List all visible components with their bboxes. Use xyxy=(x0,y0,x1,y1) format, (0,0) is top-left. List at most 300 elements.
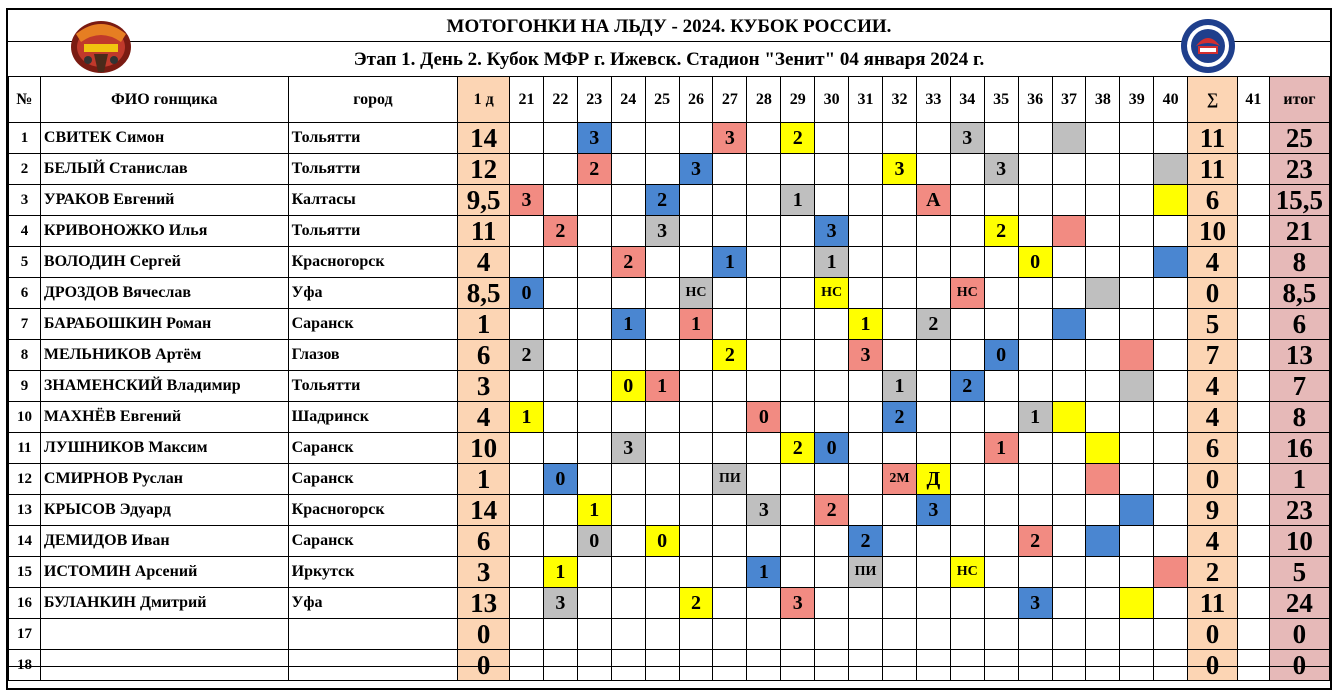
heat-result xyxy=(815,185,849,216)
heat-result: 3 xyxy=(950,123,984,154)
heat-result xyxy=(984,309,1018,340)
heat-result xyxy=(1052,154,1086,185)
heat-result xyxy=(543,309,577,340)
col-header-heat: 32 xyxy=(883,77,917,123)
heat-result xyxy=(679,402,713,433)
heat-result xyxy=(1086,557,1120,588)
heat-result xyxy=(916,433,950,464)
heat-result xyxy=(713,495,747,526)
rider-name: СВИТЕК Симон xyxy=(40,123,288,154)
heat-result xyxy=(849,495,883,526)
heat-result: 3 xyxy=(781,588,815,619)
heat-result xyxy=(950,433,984,464)
heat-result xyxy=(713,557,747,588)
heat-result xyxy=(747,433,781,464)
total-points: 24 xyxy=(1269,588,1329,619)
heat-result xyxy=(1120,433,1154,464)
heat-result xyxy=(1154,433,1188,464)
heat-result xyxy=(747,340,781,371)
total-points: 23 xyxy=(1269,154,1329,185)
heat-result xyxy=(916,557,950,588)
day1-points: 14 xyxy=(458,123,510,154)
heat-result xyxy=(1120,464,1154,495)
heat-result: 0 xyxy=(747,402,781,433)
heat-result: А xyxy=(916,185,950,216)
day2-sum: 0 xyxy=(1188,650,1238,681)
heat-result: 0 xyxy=(510,278,544,309)
heat-result xyxy=(679,619,713,650)
col-header-name: ФИО гонщика xyxy=(40,77,288,123)
heat-result xyxy=(1154,216,1188,247)
heat-result xyxy=(984,185,1018,216)
heat-result xyxy=(781,340,815,371)
heat-result xyxy=(984,526,1018,557)
heat-result xyxy=(1154,185,1188,216)
heat-result xyxy=(645,495,679,526)
heat-result xyxy=(815,557,849,588)
col-header-sum: ∑ xyxy=(1188,77,1238,123)
heat-result: 3 xyxy=(883,154,917,185)
day1-points: 12 xyxy=(458,154,510,185)
heat-result: 2 xyxy=(781,433,815,464)
heat-result xyxy=(611,464,645,495)
day1-points: 1 xyxy=(458,309,510,340)
total-points: 5 xyxy=(1269,557,1329,588)
heat-result xyxy=(510,216,544,247)
heat-result xyxy=(747,371,781,402)
rider-city: Саранск xyxy=(288,464,458,495)
heat-result xyxy=(916,588,950,619)
rider-name: КРЫСОВ Эдуард xyxy=(40,495,288,526)
table-row xyxy=(9,495,1330,526)
heat-result xyxy=(984,247,1018,278)
rider-name: ДРОЗДОВ Вячеслав xyxy=(40,278,288,309)
heat-result xyxy=(916,402,950,433)
heat-result xyxy=(849,247,883,278)
total-points: 10 xyxy=(1269,526,1329,557)
rider-number: 5 xyxy=(9,247,41,278)
heat-result: 3 xyxy=(916,495,950,526)
heat-result xyxy=(577,371,611,402)
heat-result xyxy=(645,247,679,278)
table-row xyxy=(9,216,1330,247)
day1-points: 3 xyxy=(458,557,510,588)
heat-result xyxy=(883,185,917,216)
heat-result: НС xyxy=(679,278,713,309)
heat-result xyxy=(679,526,713,557)
total-points: 0 xyxy=(1269,619,1329,650)
heat-result xyxy=(1154,309,1188,340)
heat-result xyxy=(577,278,611,309)
heat-result xyxy=(645,433,679,464)
heat-result xyxy=(1018,278,1052,309)
day1-points: 9,5 xyxy=(458,185,510,216)
rider-name: СМИРНОВ Руслан xyxy=(40,464,288,495)
col-header-heat: 40 xyxy=(1154,77,1188,123)
heat-result xyxy=(747,216,781,247)
heat-result xyxy=(950,340,984,371)
heat-result xyxy=(747,278,781,309)
heat-result xyxy=(1154,340,1188,371)
heat-result xyxy=(611,402,645,433)
heat-result xyxy=(984,495,1018,526)
heat-result xyxy=(1052,402,1086,433)
heat-result xyxy=(1086,340,1120,371)
heat-result xyxy=(1086,402,1120,433)
heat-result xyxy=(510,619,544,650)
rider-city: Глазов xyxy=(288,340,458,371)
heat-result xyxy=(577,185,611,216)
heat-result xyxy=(713,216,747,247)
heat-result xyxy=(1052,371,1086,402)
heat-result xyxy=(815,619,849,650)
rider-city: Саранск xyxy=(288,309,458,340)
heat-result xyxy=(577,247,611,278)
heat-result xyxy=(916,371,950,402)
heat-result xyxy=(849,433,883,464)
heat-result xyxy=(916,340,950,371)
heat-result xyxy=(849,588,883,619)
heat-result xyxy=(713,309,747,340)
heat-result xyxy=(950,154,984,185)
heat-result xyxy=(1120,371,1154,402)
heat-result xyxy=(883,557,917,588)
heat-result xyxy=(543,247,577,278)
col-header-heat: 21 xyxy=(510,77,544,123)
heat-result: ПИ xyxy=(713,464,747,495)
heat-result xyxy=(916,278,950,309)
heat-result xyxy=(1052,247,1086,278)
rider-city: Саранск xyxy=(288,526,458,557)
heat-result: 1 xyxy=(1018,402,1052,433)
heat-result xyxy=(543,278,577,309)
heat-result xyxy=(916,154,950,185)
col-header-total: итог xyxy=(1269,77,1329,123)
rider-city: Красногорск xyxy=(288,247,458,278)
heat-result xyxy=(510,588,544,619)
heat-result: 2 xyxy=(679,588,713,619)
heat-result xyxy=(679,247,713,278)
heat-result xyxy=(645,619,679,650)
heat-result xyxy=(1018,185,1052,216)
rider-city: Саранск xyxy=(288,433,458,464)
heat-result xyxy=(1086,247,1120,278)
heat-result xyxy=(1086,216,1120,247)
col-header-heat: 29 xyxy=(781,77,815,123)
rider-number: 18 xyxy=(9,650,41,681)
table-row xyxy=(9,371,1330,402)
heat-result xyxy=(1018,464,1052,495)
heat-result xyxy=(1154,619,1188,650)
heat-result xyxy=(781,619,815,650)
day1-points: 11 xyxy=(458,216,510,247)
heat-result xyxy=(1052,619,1086,650)
heat-result xyxy=(815,309,849,340)
day2-sum: 5 xyxy=(1188,309,1238,340)
heat-result xyxy=(815,154,849,185)
heat-result xyxy=(781,247,815,278)
heat-result: 2 xyxy=(611,247,645,278)
heat-result: 3 xyxy=(645,216,679,247)
heat-41-result xyxy=(1237,309,1269,340)
rider-name: ДЕМИДОВ Иван xyxy=(40,526,288,557)
heat-result xyxy=(679,464,713,495)
heat-result xyxy=(747,619,781,650)
heat-result: 3 xyxy=(679,154,713,185)
heat-result xyxy=(577,402,611,433)
heat-result: 3 xyxy=(543,588,577,619)
heat-result: 3 xyxy=(577,123,611,154)
rider-number: 16 xyxy=(9,588,41,619)
heat-result xyxy=(781,464,815,495)
heat-result xyxy=(1018,371,1052,402)
heat-result: 1 xyxy=(577,495,611,526)
col-header-heat: 23 xyxy=(577,77,611,123)
heat-result xyxy=(1018,123,1052,154)
table-row xyxy=(9,154,1330,185)
heat-41-result xyxy=(1237,464,1269,495)
heat-result xyxy=(713,371,747,402)
heat-result xyxy=(713,278,747,309)
heat-result xyxy=(916,247,950,278)
heat-result: 2 xyxy=(577,154,611,185)
heat-result xyxy=(1086,526,1120,557)
col-header-heat: 33 xyxy=(916,77,950,123)
heat-result xyxy=(543,495,577,526)
heat-result xyxy=(577,216,611,247)
day1-points: 3 xyxy=(458,371,510,402)
heat-result xyxy=(950,402,984,433)
heat-result xyxy=(815,588,849,619)
heat-result: 2 xyxy=(984,216,1018,247)
heat-result xyxy=(849,185,883,216)
heat-result xyxy=(815,526,849,557)
heat-result xyxy=(645,557,679,588)
col-header-heat: 31 xyxy=(849,77,883,123)
heat-result: Д xyxy=(916,464,950,495)
heat-result xyxy=(747,247,781,278)
heat-result xyxy=(1086,309,1120,340)
day2-sum: 11 xyxy=(1188,123,1238,154)
rider-city: Тольятти xyxy=(288,154,458,185)
col-header-heat: 26 xyxy=(679,77,713,123)
day1-points: 10 xyxy=(458,433,510,464)
heat-result xyxy=(747,588,781,619)
heat-result xyxy=(1018,619,1052,650)
rider-name: КРИВОНОЖКО Илья xyxy=(40,216,288,247)
heat-result xyxy=(1120,123,1154,154)
heat-result xyxy=(1086,185,1120,216)
heat-result xyxy=(543,619,577,650)
heat-result: 0 xyxy=(611,371,645,402)
heat-result xyxy=(1154,464,1188,495)
rider-city: Уфа xyxy=(288,588,458,619)
heat-result: 3 xyxy=(747,495,781,526)
heat-result xyxy=(611,123,645,154)
heat-result xyxy=(984,371,1018,402)
heat-result xyxy=(849,371,883,402)
heat-result xyxy=(1018,216,1052,247)
heat-result: НС xyxy=(950,557,984,588)
heat-41-result xyxy=(1237,216,1269,247)
day2-sum: 6 xyxy=(1188,433,1238,464)
heat-result: 2 xyxy=(950,371,984,402)
heat-result xyxy=(1052,495,1086,526)
rider-city: Тольятти xyxy=(288,123,458,154)
heat-result xyxy=(1154,588,1188,619)
heat-result xyxy=(611,154,645,185)
heat-41-result xyxy=(1237,123,1269,154)
heat-result xyxy=(984,123,1018,154)
heat-result xyxy=(611,588,645,619)
heat-result: 2 xyxy=(849,526,883,557)
heat-result xyxy=(916,619,950,650)
heat-result xyxy=(1086,123,1120,154)
heat-result xyxy=(984,588,1018,619)
day2-sum: 0 xyxy=(1188,464,1238,495)
heat-result: 2М xyxy=(883,464,917,495)
heat-result xyxy=(1120,278,1154,309)
heat-result xyxy=(883,588,917,619)
heat-result xyxy=(679,371,713,402)
heat-result xyxy=(781,154,815,185)
heat-result xyxy=(747,309,781,340)
heat-result xyxy=(645,309,679,340)
heat-result xyxy=(577,619,611,650)
heat-result xyxy=(950,185,984,216)
heat-result xyxy=(1018,495,1052,526)
heat-result xyxy=(543,371,577,402)
heat-result xyxy=(883,278,917,309)
heat-result xyxy=(679,216,713,247)
heat-result: 2 xyxy=(510,340,544,371)
rider-city: Красногорск xyxy=(288,495,458,526)
heat-result xyxy=(577,557,611,588)
heat-result: 0 xyxy=(577,526,611,557)
heat-result xyxy=(713,619,747,650)
rider-number: 9 xyxy=(9,371,41,402)
heat-result xyxy=(1052,588,1086,619)
total-points: 21 xyxy=(1269,216,1329,247)
heat-result xyxy=(1018,557,1052,588)
heat-result xyxy=(747,185,781,216)
day2-sum: 4 xyxy=(1188,526,1238,557)
table-row xyxy=(9,185,1330,216)
heat-result xyxy=(849,278,883,309)
col-header-heat: 34 xyxy=(950,77,984,123)
heat-41-result xyxy=(1237,619,1269,650)
heat-result xyxy=(747,154,781,185)
day1-points: 4 xyxy=(458,247,510,278)
rider-name: ЗНАМЕНСКИЙ Владимир xyxy=(40,371,288,402)
rider-city: Калтасы xyxy=(288,185,458,216)
rider-city: Тольятти xyxy=(288,371,458,402)
table-row xyxy=(9,278,1330,309)
heat-result xyxy=(1154,371,1188,402)
heat-result xyxy=(950,464,984,495)
day1-points: 6 xyxy=(458,340,510,371)
total-points: 13 xyxy=(1269,340,1329,371)
heat-result xyxy=(916,123,950,154)
heat-result xyxy=(984,278,1018,309)
rider-city xyxy=(288,619,458,650)
day2-sum: 2 xyxy=(1188,557,1238,588)
total-points: 8,5 xyxy=(1269,278,1329,309)
heat-result xyxy=(679,495,713,526)
heat-result xyxy=(883,433,917,464)
heat-result xyxy=(510,123,544,154)
heat-result xyxy=(1086,588,1120,619)
heat-result xyxy=(713,588,747,619)
heat-result xyxy=(849,216,883,247)
heat-result xyxy=(611,216,645,247)
heat-result xyxy=(645,123,679,154)
heat-result xyxy=(883,495,917,526)
total-points: 23 xyxy=(1269,495,1329,526)
rider-number: 1 xyxy=(9,123,41,154)
heat-41-result xyxy=(1237,154,1269,185)
col-header-heat: 39 xyxy=(1120,77,1154,123)
heat-41-result xyxy=(1237,557,1269,588)
heat-result xyxy=(510,154,544,185)
heat-result xyxy=(611,495,645,526)
heat-result: 2 xyxy=(815,495,849,526)
rider-number: 10 xyxy=(9,402,41,433)
heat-result: 0 xyxy=(645,526,679,557)
heat-result xyxy=(645,154,679,185)
heat-result xyxy=(883,340,917,371)
heat-result xyxy=(645,588,679,619)
day1-points: 8,5 xyxy=(458,278,510,309)
total-points: 25 xyxy=(1269,123,1329,154)
heat-result xyxy=(543,123,577,154)
heat-41-result xyxy=(1237,433,1269,464)
heat-41-result xyxy=(1237,526,1269,557)
col-header-city: город xyxy=(288,77,458,123)
heat-result xyxy=(1086,154,1120,185)
col-header-heat-41: 41 xyxy=(1237,77,1269,123)
heat-41-result xyxy=(1237,185,1269,216)
rider-name: БУЛАНКИН Дмитрий xyxy=(40,588,288,619)
heat-result: 1 xyxy=(510,402,544,433)
rider-number: 6 xyxy=(9,278,41,309)
total-points: 6 xyxy=(1269,309,1329,340)
rider-number: 2 xyxy=(9,154,41,185)
heat-41-result xyxy=(1237,340,1269,371)
heat-result: 3 xyxy=(510,185,544,216)
heat-result: 2 xyxy=(781,123,815,154)
heat-result xyxy=(1018,309,1052,340)
heat-result xyxy=(781,557,815,588)
table-row xyxy=(9,402,1330,433)
heat-result xyxy=(645,464,679,495)
heat-result: 3 xyxy=(815,216,849,247)
col-header-heat: 28 xyxy=(747,77,781,123)
heat-result xyxy=(883,247,917,278)
heat-result xyxy=(611,619,645,650)
table-footer xyxy=(8,666,1330,691)
heat-result xyxy=(1052,216,1086,247)
heat-result: 1 xyxy=(611,309,645,340)
heat-result xyxy=(747,464,781,495)
rider-name: ИСТОМИН Арсений xyxy=(40,557,288,588)
heat-result xyxy=(611,526,645,557)
heat-result xyxy=(916,216,950,247)
heat-result: 2 xyxy=(645,185,679,216)
heat-result: 2 xyxy=(713,340,747,371)
total-points: 7 xyxy=(1269,371,1329,402)
heat-result xyxy=(1120,247,1154,278)
